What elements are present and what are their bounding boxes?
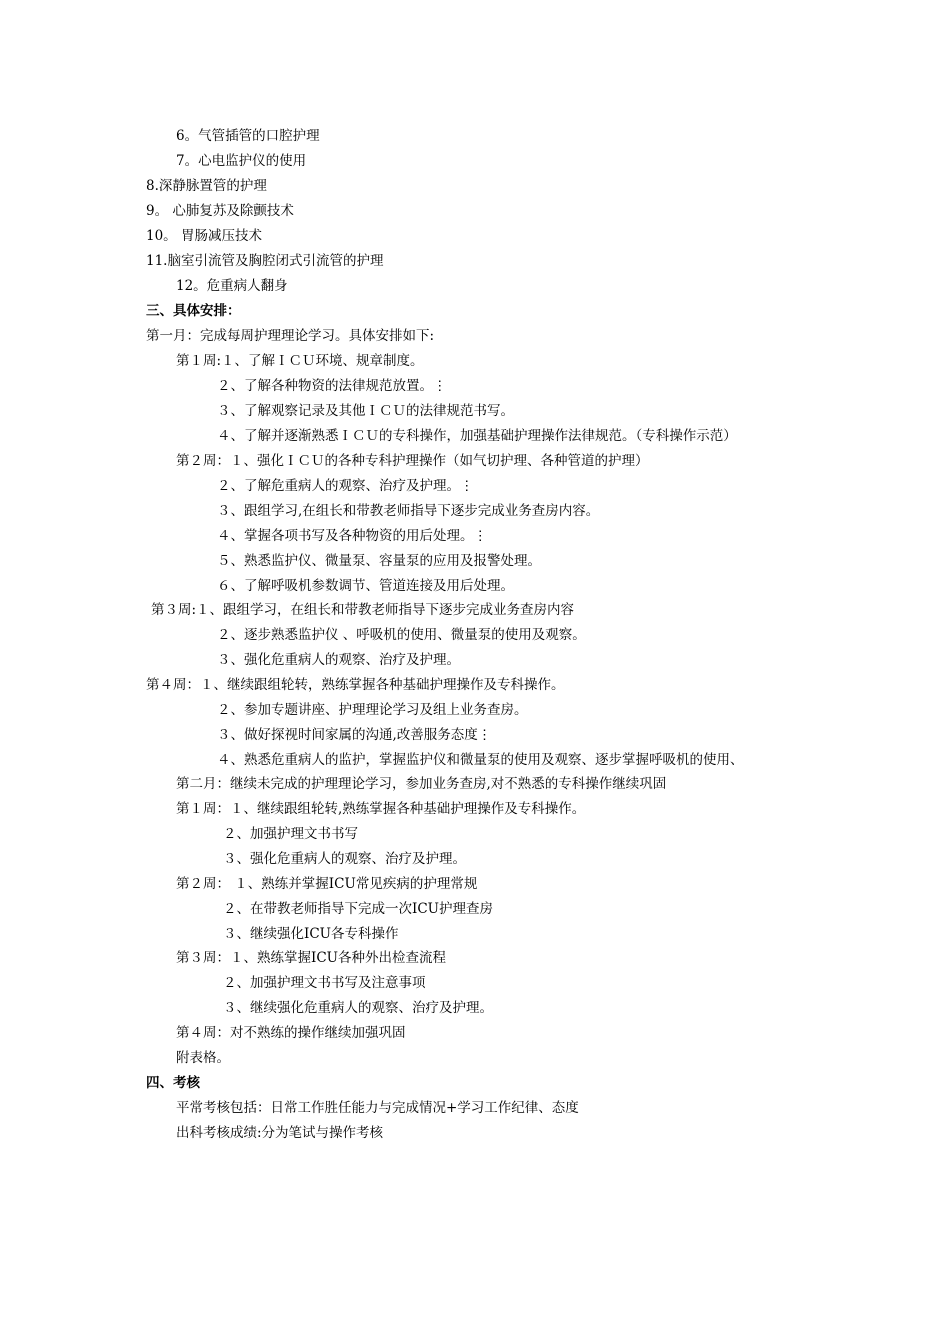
month-1-intro: 第一月：完成每周护理理论学习。具体安排如下:	[146, 328, 435, 344]
section-heading-schedule: 三、具体安排：	[146, 303, 241, 319]
month-1-week-3-item-3: ３、强化危重病人的观察、治疗及护理。	[217, 652, 460, 668]
month-1-week-2-item-3: ３、跟组学习,在组长和带教老师指导下逐步完成业务查房内容。	[217, 503, 600, 519]
month-1-week-1-item-1: 第１周:１、了解ＩＣＵ环境、规章制度。	[176, 353, 424, 369]
month-2-week-2-item-2: ２、在带教老师指导下完成一次ICU护理查房	[223, 901, 494, 917]
routine-assessment: 平常考核包括：日常工作胜任能力与完成情况+学习工作纪律、态度	[176, 1100, 579, 1116]
month-2-week-4: 第４周：对不熟练的操作继续加强巩固	[176, 1025, 406, 1041]
month-2-week-3-item-2: ２、加强护理文书书写及注意事项	[223, 975, 426, 991]
month-2-week-1-item-3: ３、强化危重病人的观察、治疗及护理。	[223, 851, 466, 867]
month-1-week-1-item-4: ４、了解并逐渐熟悉ＩＣＵ的专科操作，加强基础护理操作法律规范。（专科操作示范）	[217, 428, 737, 444]
list-item-8: 8.深静脉置管的护理	[146, 178, 267, 194]
month-2-week-3-item-3: ３、继续强化危重病人的观察、治疗及护理。	[223, 1000, 493, 1016]
month-2-week-3-item-1: 第３周：１、熟练掌握ICU各种外出检查流程	[176, 950, 447, 966]
month-2-week-1-item-2: ２、加强护理文书书写	[223, 826, 358, 842]
month-1-week-2-item-4: ４、掌握各项书写及各种物资的用后处理。⋮	[217, 528, 487, 544]
month-1-week-1-item-3: ３、了解观察记录及其他ＩＣＵ的法律规范书写。	[217, 403, 514, 419]
month-2-week-1-item-1: 第１周：１、继续跟组轮转,熟练掌握各种基础护理操作及专科操作。	[176, 801, 586, 817]
month-1-week-2-item-1: 第２周：１、强化ＩＣＵ的各种专科护理操作（如气切护理、各种管道的护理）	[176, 453, 649, 469]
month-1-week-4-item-4: ４、熟悉危重病人的监护，掌握监护仪和微量泵的使用及观察、逐步掌握呼吸机的使用、	[217, 752, 744, 768]
list-item-6: 6。气管插管的口腔护理	[176, 128, 320, 144]
month-1-week-2-item-2: ２、了解危重病人的观察、治疗及护理。⋮	[217, 478, 474, 494]
exit-assessment: 出科考核成绩:分为笔试与操作考核	[176, 1125, 384, 1141]
month-1-week-2-item-5: ５、熟悉监护仪、微量泵、容量泵的应用及报警处理。	[217, 553, 541, 569]
attachment-note: 附表格。	[176, 1050, 230, 1066]
month-1-week-3-item-2: ２、逐步熟悉监护仪 、呼吸机的使用、微量泵的使用及观察。	[217, 627, 586, 643]
month-1-week-4-item-2: ２、参加专题讲座、护理理论学习及组上业务查房。	[217, 702, 528, 718]
month-1-week-4-item-1: 第４周：１、继续跟组轮转，熟练掌握各种基础护理操作及专科操作。	[146, 677, 565, 693]
list-item-12: 12。危重病人翻身	[176, 278, 288, 294]
month-2-intro: 第二月：继续未完成的护理理论学习，参加业务查房,对不熟悉的专科操作继续巩固	[176, 776, 667, 792]
list-item-7: 7。心电监护仪的使用	[176, 153, 307, 169]
list-item-11: 11.脑室引流管及胸腔闭式引流管的护理	[146, 253, 384, 269]
list-item-9: 9。 心肺复苏及除颤技术	[146, 203, 294, 219]
month-2-week-2-item-3: ３、继续强化ICU各专科操作	[223, 926, 399, 942]
month-1-week-2-item-6: ６、了解呼吸机参数调节、管道连接及用后处理。	[217, 578, 514, 594]
month-1-week-3-item-1: 第３周:１、跟组学习，在组长和带教老师指导下逐步完成业务查房内容	[151, 602, 575, 618]
section-heading-assessment: 四、考核	[146, 1075, 200, 1091]
month-2-week-2-item-1: 第２周： １、熟练并掌握ICU常见疾病的护理常规	[176, 876, 478, 892]
list-item-10: 10。 胃肠减压技术	[146, 228, 262, 244]
month-1-week-1-item-2: ２、了解各种物资的法律规范放置。⋮	[217, 378, 447, 394]
month-1-week-4-item-3: ３、做好探视时间家属的沟通,改善服务态度⋮	[217, 727, 492, 743]
